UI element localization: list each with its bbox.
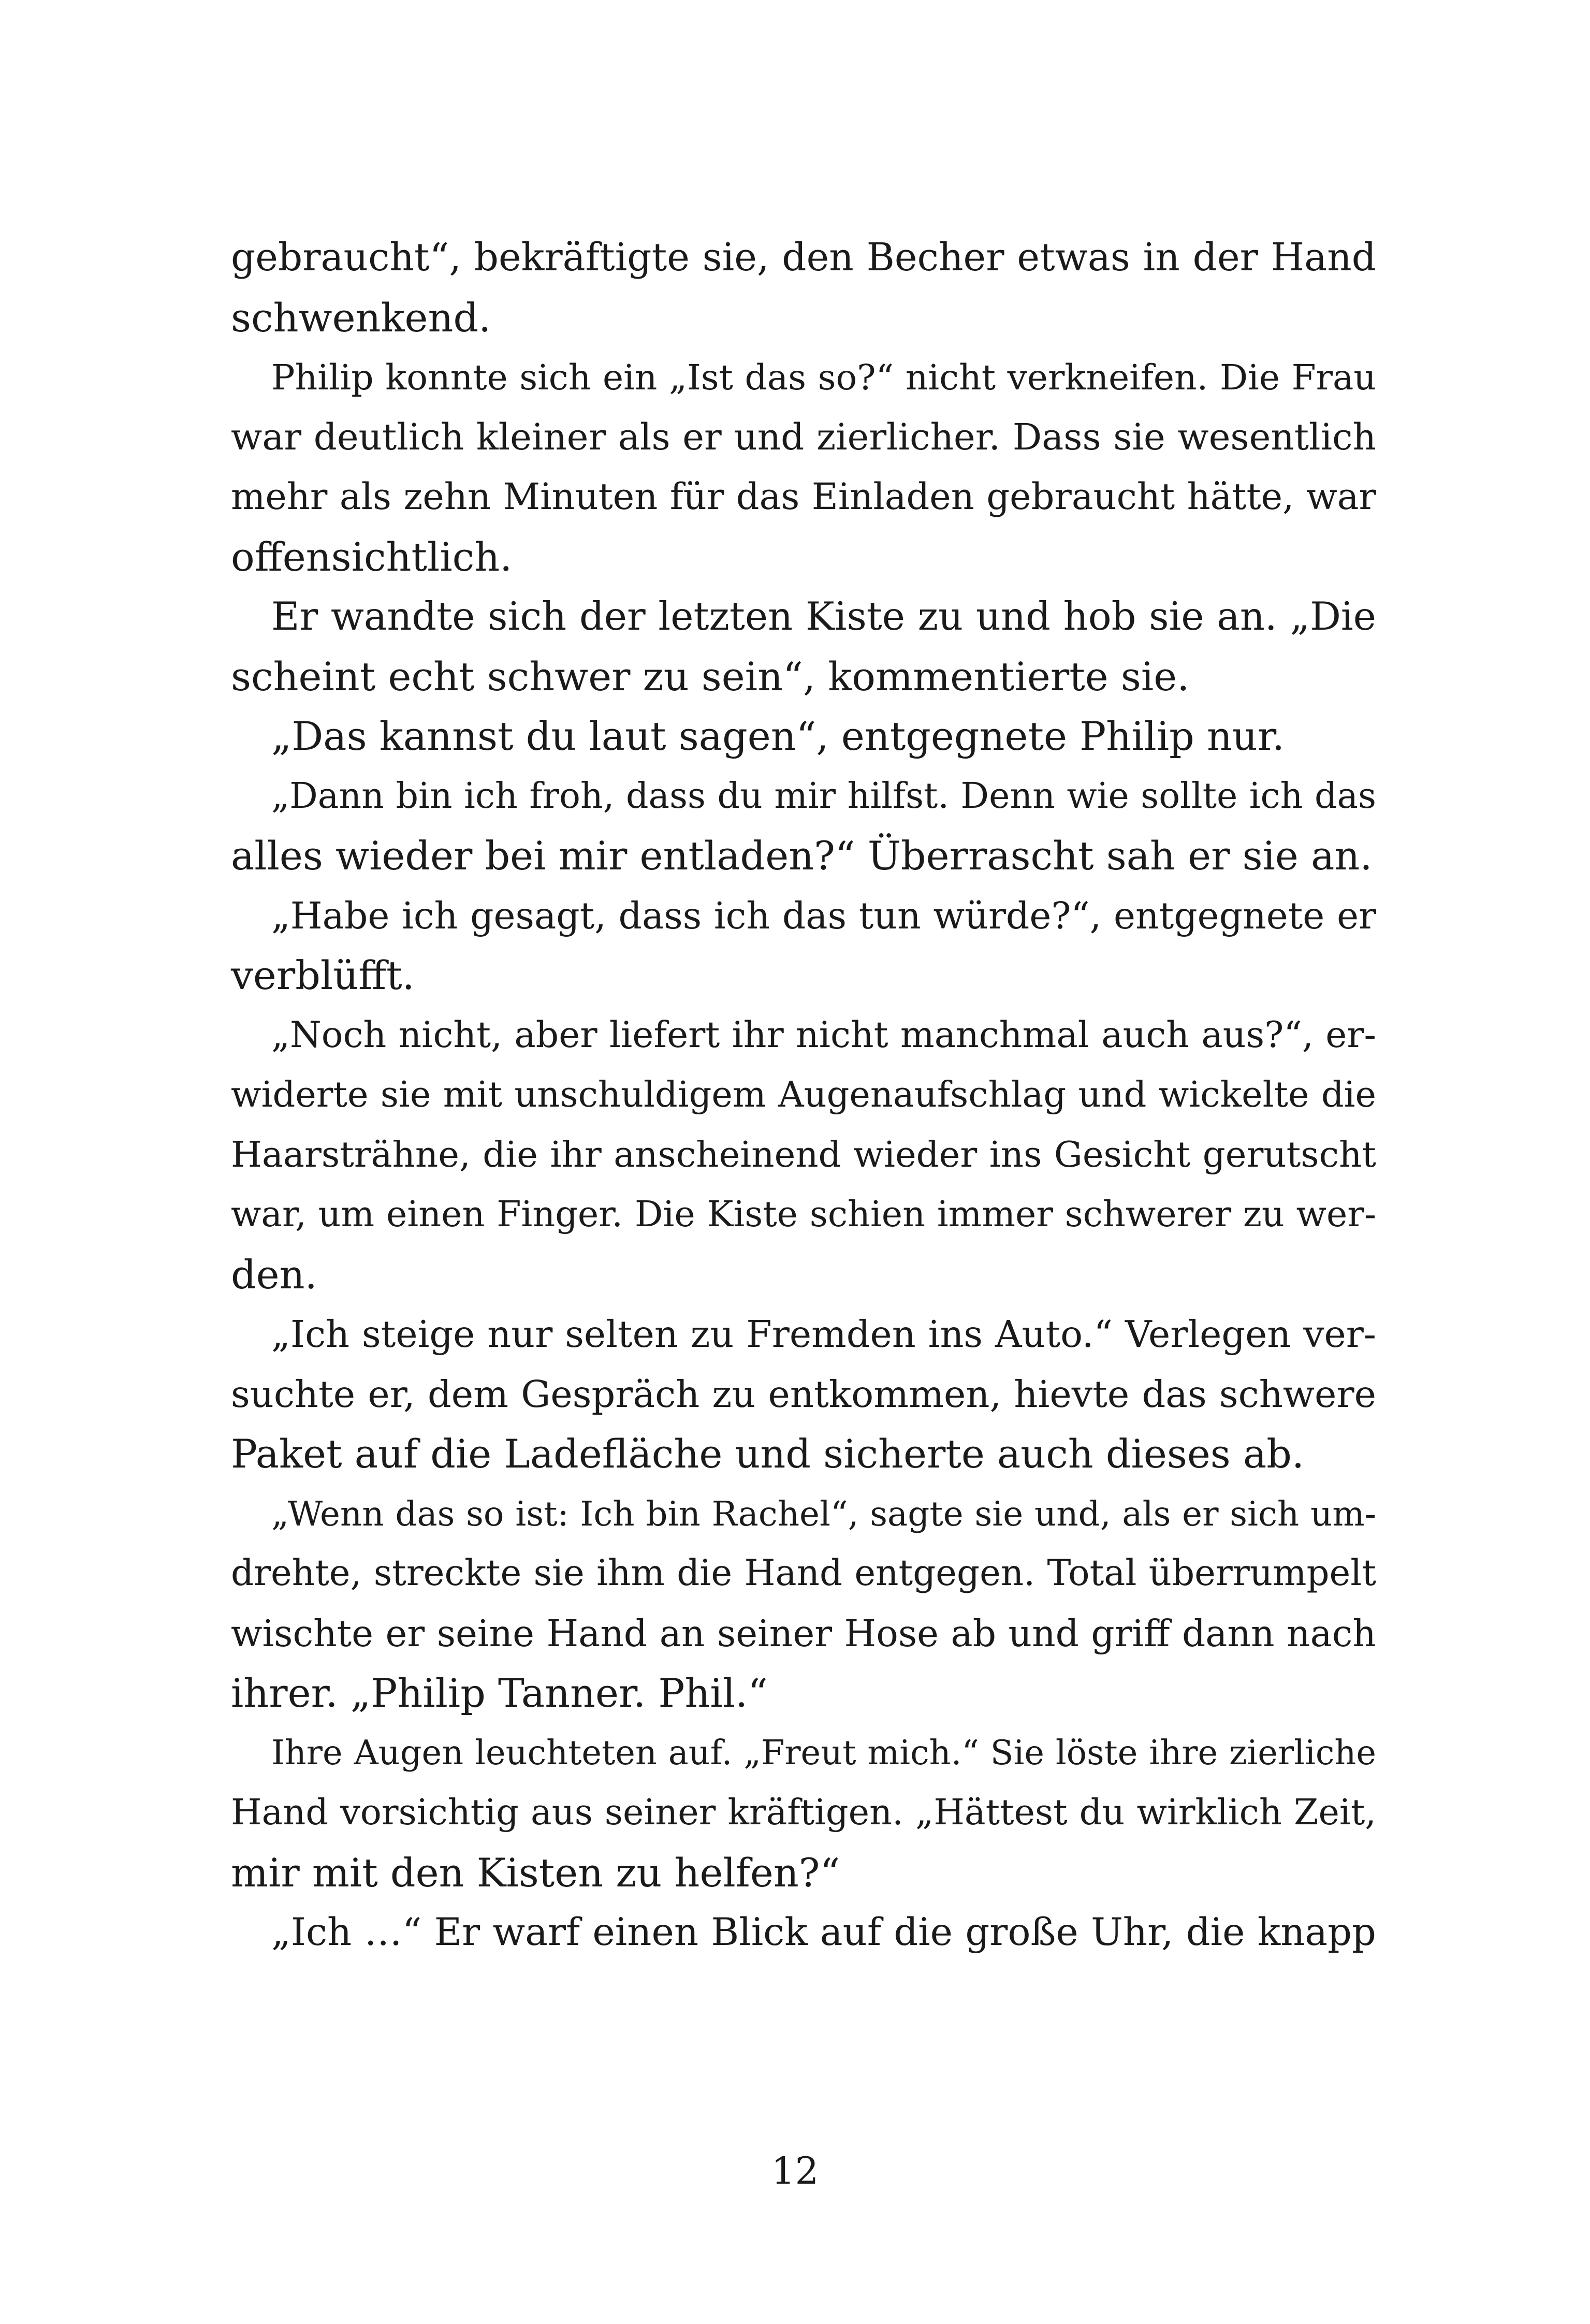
text-line: „Ich steige nur selten zu Fremden ins Auto.“ Verlegen ver- — [271, 1313, 1376, 1356]
text-line: gebraucht“, bekräftigte sie, den Becher etwas in der Hand — [231, 235, 1376, 280]
text-line: Er wandte sich der letzten Kiste zu und hob sie an. „Die — [271, 594, 1376, 639]
text-line: suchte er, dem Gespräch zu entkommen, hievte das schwere — [231, 1372, 1376, 1416]
text-line: mir mit den Kisten zu helfen?“ — [231, 1849, 840, 1896]
text-line: „Noch nicht, aber liefert ihr nicht manchmal auch aus?“, er- — [271, 1014, 1376, 1056]
body-text — [231, 228, 1376, 1963]
text-line: Philip konnte sich ein „Ist das so?“ nicht verkneifen. Die Frau — [271, 357, 1376, 398]
text-line: drehte, streckte sie ihm die Hand entgegen. Total überrumpelt — [231, 1552, 1376, 1594]
text-line: verblüfft. — [231, 952, 415, 998]
text-line: „Habe ich gesagt, dass ich das tun würde?“, entgegnete er — [271, 894, 1376, 937]
text-line: Ihre Augen leuchteten auf. „Freut mich.“ Sie löste ihre zierliche — [271, 1733, 1376, 1773]
text-line: „Ich …“ Er warf einen Blick auf die große Uhr, die knapp — [271, 1910, 1376, 1954]
text-line: offensichtlich. — [231, 533, 513, 580]
text-line: „Wenn das so ist: Ich bin Rachel“, sagte sie und, als er sich um- — [271, 1493, 1376, 1534]
text-line: war deutlich kleiner als er und zierlicher. Dass sie wesentlich — [231, 415, 1376, 458]
text-line: scheint echt schwer zu sein“, kommentierte sie. — [231, 653, 1190, 700]
text-line: Haarsträhne, die ihr anscheinend wieder ins Gesicht gerutscht — [231, 1134, 1376, 1175]
text-line: „Dann bin ich froh, dass du mir hilfst. Denn wie sollte ich das — [271, 775, 1376, 817]
text-line: war, um einen Finger. Die Kiste schien immer schwerer zu wer- — [231, 1194, 1376, 1235]
text-line: wischte er seine Hand an seiner Hose ab und griff dann nach — [231, 1611, 1376, 1655]
text-line: „Das kannst du laut sagen“, entgegnete Philip nur. — [271, 713, 1285, 759]
text-line: Paket auf die Ladefläche und sicherte auch dieses ab. — [231, 1431, 1305, 1477]
text-line: schwenkend. — [231, 294, 491, 341]
text-line: den. — [231, 1251, 317, 1298]
page-number: 12 — [771, 2149, 819, 2192]
text-line: Hand vorsichtig aus seiner kräftigen. „Hättest du wirklich Zeit, — [231, 1792, 1376, 1833]
text-line: mehr als zehn Minuten für das Einladen gebraucht hätte, war — [231, 475, 1376, 518]
text-line: widerte sie mit unschuldigem Augenaufschlag und wickelte die — [231, 1074, 1376, 1115]
text-line: ihrer. „Philip Tanner. Phil.“ — [231, 1670, 768, 1716]
text-line: alles wieder bei mir entladen?“ Überrascht sah er sie an. — [231, 833, 1373, 879]
